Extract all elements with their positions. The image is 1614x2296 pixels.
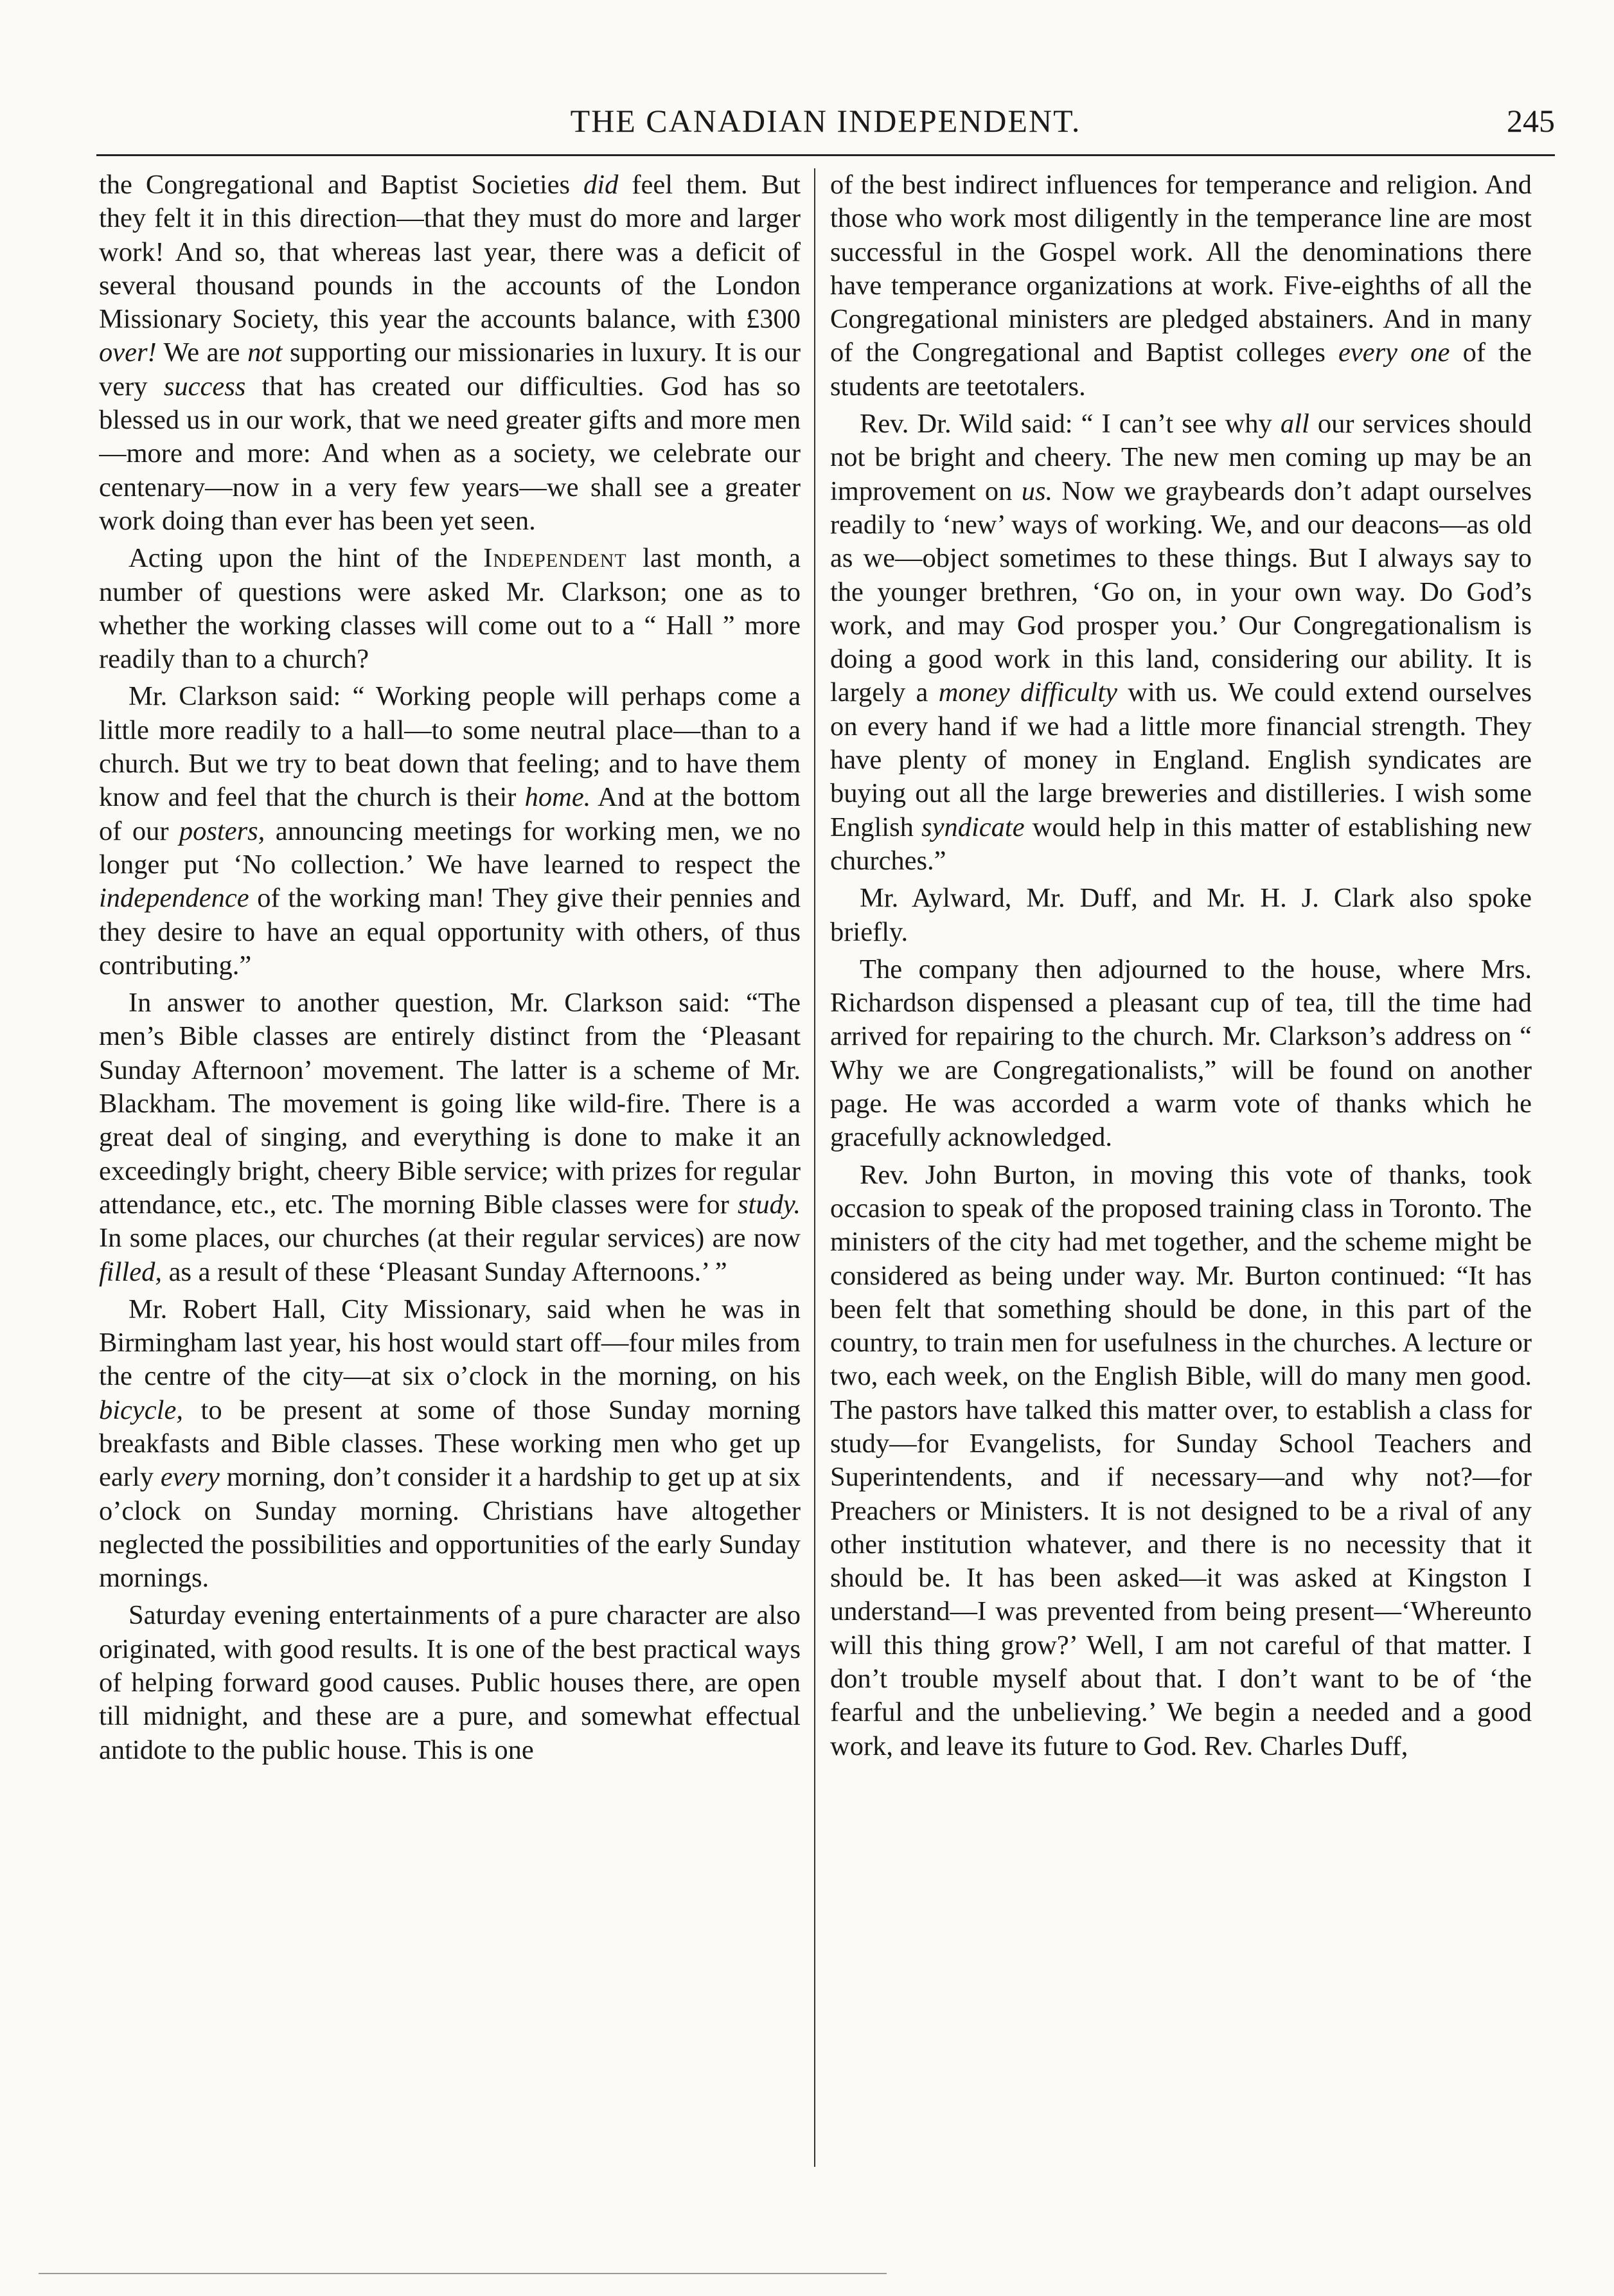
- paragraph: Mr. Clarkson said: “ Working people will perhaps come a little more readily to a hall—to some neutral place—than to a church. But we try to beat down that feeling; and to have them know and feel that the church is their home. And at the bottom of our posters, announcing meetings for working men, we no longer put ‘No collection.’ We have learned to respect the independence of the working man! They give their pennies and they desire to have an equal opportunity with others, of thus contributing.”: [99, 681, 801, 981]
- paragraph: of the best indirect influences for temperance and religion. And those who work most diligently in the temperance line are most successful in the Gospel work. All the denominations there have temperance organizations at work. Five-eighths of all the Congregational ministers are pledged abstainers. And in many of the Congregational and Baptist colleges every one of the students are teetotalers.: [830, 170, 1532, 402]
- page-header: [96, 96, 1555, 148]
- paragraph: In answer to another question, Mr. Clarkson said: “The men’s Bible classes are entirely distinct from the ‘Pleasant Sunday Afternoon’ movement. The latter is a scheme of Mr. Blackham. The movement is going like wild-fire. There is a great deal of singing, and everything is done to make it an exceedingly bright, cheery Bible service; with prizes for regular attendance, etc., etc. The morning Bible classes were for study. In some places, our churches (at their regular services) are now filled, as a result of these ‘Pleasant Sunday Afternoons.’ ”: [99, 988, 801, 1287]
- footer-rule: [39, 2273, 887, 2274]
- paragraph: the Congregational and Baptist Societies did feel them. But they felt it in this direction—that they must do more and larger work! And so, that whereas last year, there was a deficit of several thousand pounds in the accounts of the London Missionary Society, this year the accounts balance, with £300 over! We are not supporting our missionaries in luxury. It is our very success that has created our difficulties. God has so blessed us in our work, that we need greater gifts and more men—more and more: And when as a society, we celebrate our centenary—now in a very few years—we shall see a greater work doing than ever has been yet seen.: [99, 170, 801, 536]
- paragraph: Rev. John Burton, in moving this vote of thanks, took occasion to speak of the proposed training class in Toronto. The ministers of the city had met together, and the scheme might be considered as being under way. Mr. Burton continued: “It has been felt that something should be done, in this part of the country, to train men for usefulness in the churches. A lecture or two, each week, on the English Bible, will do many men good. The pastors have talked this matter over, to establish a class for study—for Evangelists, for Sunday School Teachers and Superintendents, and if necessary—and why not?—for Preachers or Ministers. It is not designed to be a rival of any other institution whatever, and there is no necessity that it should be. It has been asked—it was asked at Kingston I understand—I was prevented from being present—‘Whereunto will this thing grow?’ Well, I am not careful of that matter. I don’t trouble myself about that. I don’t want to be of ‘the fearful and the unbelieving.’ We begin a needed and a good work, and leave its future to God. Rev. Charles Duff,: [830, 1159, 1532, 1761]
- paragraph: Saturday evening entertainments of a pure character are also originated, with good results. It is one of the best practical ways of helping forward good causes. Public houses there, are open till midnight, and these are a pure, and somewhat effectual antidote to the public house. This is one: [99, 1600, 801, 1765]
- header-rule: [96, 154, 1555, 156]
- paragraph: Acting upon the hint of the Independent last month, a number of questions were asked Mr. Clarkson; one as to whether the working classes will come out to a “ Hall ” more readily than to a church?: [99, 543, 801, 675]
- paragraph: The company then adjourned to the house, where Mrs. Richardson dispensed a pleasant cup of tea, till the time had arrived for repairing to the church. Mr. Clarkson’s address on “ Why we are Congregationalists,” will be found on another page. He was accorded a warm vote of thanks which he gracefully acknowledged.: [830, 954, 1532, 1153]
- paragraph: Rev. Dr. Wild said: “ I can’t see why all our services should not be bright and cheery. The new men coming up may be an improvement on us. Now we graybeards don’t adapt ourselves readily to ‘new’ ways of working. We, and our deacons—as old as we—object sometimes to these things. But I always say to the younger brethren, ‘Go on, in your own way. Do God’s work, and may God prosper you.’ Our Congregationalism is doing a good work in this land, considering our ability. It is largely a money difficulty with us. We could extend ourselves on every hand if we had a little more financial strength. They have plenty of money in England. English syndicates are buying out all the large breweries and distilleries. I wish some English syndicate would help in this matter of establishing new churches.”: [830, 409, 1532, 876]
- running-title: THE CANADIAN INDEPENDENT.: [570, 103, 1081, 139]
- column-divider: [814, 168, 815, 2167]
- right-column: [830, 168, 1532, 2244]
- paragraph: Mr. Aylward, Mr. Duff, and Mr. H. J. Clark also spoke briefly.: [830, 883, 1532, 947]
- paragraph: Mr. Robert Hall, City Missionary, said when he was in Birmingham last year, his host would start off—four miles from the centre of the city—at six o’clock in the morning, on his bicycle, to be present at some of those Sunday morning breakfasts and Bible classes. These working men who get up early every morning, don’t consider it a hardship to get up at six o’clock on Sunday morning. Christians have altogether neglected the possibilities and opportunities of the early Sunday mornings.: [99, 1294, 801, 1594]
- page-number: 245: [1507, 103, 1555, 139]
- left-column: [99, 168, 801, 2244]
